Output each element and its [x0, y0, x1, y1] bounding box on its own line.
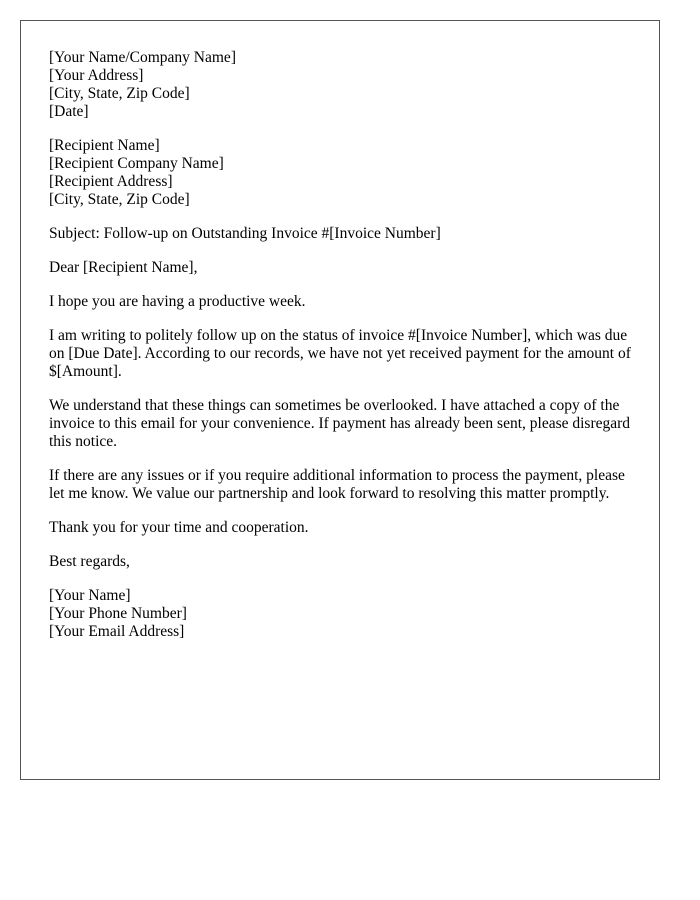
recipient-city-state-zip: [City, State, Zip Code] — [49, 191, 190, 208]
recipient-block — [49, 137, 639, 209]
closing: Best regards, — [49, 553, 130, 570]
body-paragraph-5: Thank you for your time and cooperation. — [49, 519, 309, 536]
body-paragraph-3: We understand that these things can sometimes be overlooked. I have attached a copy of the invoice to this email for your convenience. If payment has already been sent, please disregard this notice. — [49, 397, 631, 450]
sender-block — [49, 49, 639, 121]
sender-city-state-zip: [City, State, Zip Code] — [49, 85, 190, 102]
signature-phone: [Your Phone Number] — [49, 605, 187, 622]
recipient-name: [Recipient Name] — [49, 137, 160, 154]
letter-content — [49, 49, 639, 657]
letter-page — [20, 20, 660, 780]
subject-line: Subject: Follow-up on Outstanding Invoice #[Invoice Number] — [49, 225, 441, 242]
body-paragraph-1: I hope you are having a productive week. — [49, 293, 306, 310]
sender-name: [Your Name/Company Name] — [49, 49, 236, 66]
body-paragraph-2: I am writing to politely follow up on the status of invoice #[Invoice Number], which was due on [Due Date]. According to our records, we have not yet received payment for the amount of $[Amount]. — [49, 327, 631, 380]
letter-date: [Date] — [49, 103, 89, 120]
signature-name: [Your Name] — [49, 587, 131, 604]
signature-email: [Your Email Address] — [49, 623, 185, 640]
salutation: Dear [Recipient Name], — [49, 259, 198, 276]
sender-address: [Your Address] — [49, 67, 144, 84]
recipient-address: [Recipient Address] — [49, 173, 173, 190]
body-paragraph-4: If there are any issues or if you require additional information to process the payment, please let me know. We value our partnership and look forward to resolving this matter promptly. — [49, 467, 625, 502]
recipient-company: [Recipient Company Name] — [49, 155, 224, 172]
signature-block — [49, 587, 639, 641]
